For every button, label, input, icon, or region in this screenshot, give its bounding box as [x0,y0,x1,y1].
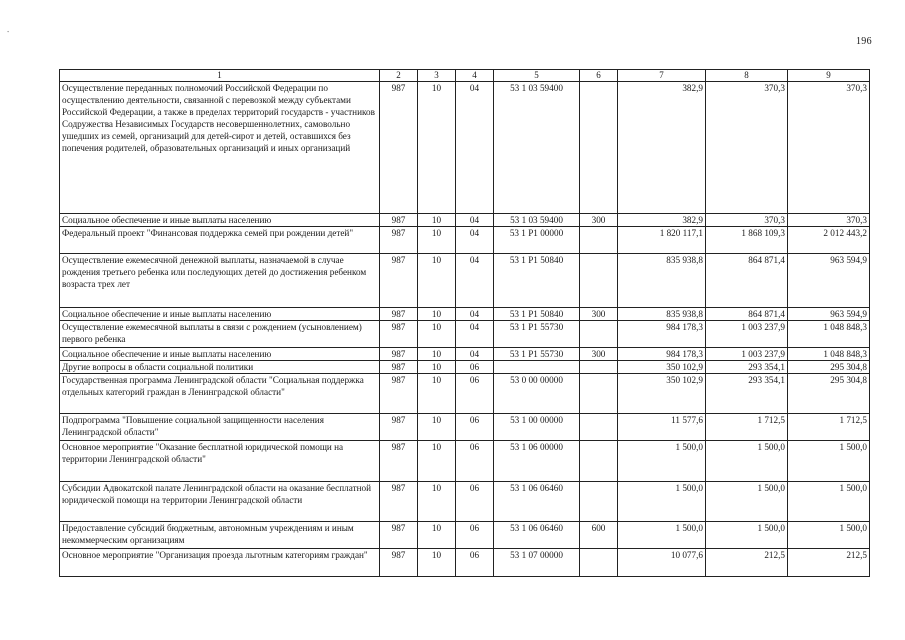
row-col-2: 987 [380,254,418,308]
row-col-2: 987 [380,414,418,441]
row-col-2: 987 [380,82,418,214]
row-col-3: 10 [418,522,456,549]
row-col-7: 10 077,6 [618,549,706,577]
row-col-6 [580,361,618,374]
row-col-8: 864 871,4 [706,254,788,308]
row-col-5: 53 1 P1 55730 [494,348,580,361]
row-col-2: 987 [380,361,418,374]
row-col-5: 53 1 03 59400 [494,82,580,214]
row-col-5: 53 1 03 59400 [494,214,580,227]
row-name: Основное мероприятие "Оказание бесплатной юридической помощи на территории Ленинградской области" [60,441,380,482]
row-col-4: 04 [456,82,494,214]
row-name: Государственная программа Ленинградской области "Социальная поддержка отдельных категорий граждан в Ленинградской области" [60,374,380,414]
row-col-6 [580,321,618,348]
row-col-3: 10 [418,254,456,308]
row-col-8: 864 871,4 [706,308,788,321]
row-col-5: 53 1 06 00000 [494,441,580,482]
row-col-6: 300 [580,348,618,361]
table-header-row [60,70,870,82]
row-col-8: 1 500,0 [706,522,788,549]
row-col-6 [580,254,618,308]
row-col-3: 10 [418,361,456,374]
row-col-7: 1 500,0 [618,482,706,522]
row-col-5: 53 1 06 06460 [494,522,580,549]
row-col-2: 987 [380,321,418,348]
budget-table [59,69,870,577]
row-col-3: 10 [418,227,456,254]
row-col-6: 300 [580,214,618,227]
row-col-9: 1 500,0 [788,522,870,549]
row-col-5: 53 1 P1 55730 [494,321,580,348]
header-col-6: 6 [580,70,618,82]
row-col-3: 10 [418,348,456,361]
row-name: Осуществление ежемесячной денежной выплаты, назначаемой в случае рождения третьего ребенка или последующих детей до достижения ребенком возраста трех лет [60,254,380,308]
row-col-6 [580,227,618,254]
row-col-8: 293 354,1 [706,361,788,374]
row-name: Федеральный проект "Финансовая поддержка семей при рождении детей" [60,227,380,254]
row-col-6: 300 [580,308,618,321]
table-row [60,348,870,361]
header-col-4: 4 [456,70,494,82]
row-col-8: 1 868 109,3 [706,227,788,254]
row-col-3: 10 [418,308,456,321]
row-col-7: 382,9 [618,214,706,227]
row-col-2: 987 [380,441,418,482]
row-name: Социальное обеспечение и иные выплаты населению [60,348,380,361]
row-col-4: 06 [456,549,494,577]
row-col-8: 370,3 [706,82,788,214]
header-col-2: 2 [380,70,418,82]
row-col-5: 53 1 P1 50840 [494,254,580,308]
row-col-4: 04 [456,348,494,361]
row-col-7: 835 938,8 [618,308,706,321]
row-col-3: 10 [418,214,456,227]
row-col-9: 963 594,9 [788,254,870,308]
table-row [60,227,870,254]
table-row [60,522,870,549]
row-col-3: 10 [418,549,456,577]
row-name: Подпрограмма "Повышение социальной защищенности населения Ленинградской области" [60,414,380,441]
table-row [60,374,870,414]
header-col-9: 9 [788,70,870,82]
row-col-9: 1 048 848,3 [788,348,870,361]
row-col-2: 987 [380,374,418,414]
row-col-3: 10 [418,482,456,522]
margin-mark: ⠐ [4,28,10,37]
table-row [60,321,870,348]
row-col-5: 53 1 P1 00000 [494,227,580,254]
row-col-5: 53 1 P1 50840 [494,308,580,321]
header-col-1: 1 [60,70,380,82]
row-col-9: 963 594,9 [788,308,870,321]
row-col-3: 10 [418,82,456,214]
row-col-8: 1 712,5 [706,414,788,441]
table-row [60,361,870,374]
row-col-7: 1 500,0 [618,522,706,549]
row-col-8: 212,5 [706,549,788,577]
row-name: Социальное обеспечение и иные выплаты населению [60,308,380,321]
row-col-6 [580,549,618,577]
row-col-9: 370,3 [788,82,870,214]
row-col-7: 1 820 117,1 [618,227,706,254]
row-col-5: 53 1 00 00000 [494,414,580,441]
row-col-7: 984 178,3 [618,321,706,348]
table-row [60,441,870,482]
row-col-2: 987 [380,227,418,254]
row-col-8: 293 354,1 [706,374,788,414]
page-number: 196 [856,36,872,47]
row-col-2: 987 [380,549,418,577]
row-name: Основное мероприятие "Организация проезда льготным категориям граждан" [60,549,380,577]
row-col-7: 835 938,8 [618,254,706,308]
row-col-9: 2 012 443,2 [788,227,870,254]
row-col-7: 984 178,3 [618,348,706,361]
row-col-6 [580,374,618,414]
header-col-8: 8 [706,70,788,82]
row-col-5: 53 1 07 00000 [494,549,580,577]
row-col-4: 04 [456,308,494,321]
row-col-7: 350 102,9 [618,374,706,414]
row-name: Социальное обеспечение и иные выплаты населению [60,214,380,227]
row-col-2: 987 [380,308,418,321]
row-col-8: 1 003 237,9 [706,321,788,348]
table-row [60,414,870,441]
row-col-9: 1 500,0 [788,482,870,522]
row-col-7: 382,9 [618,82,706,214]
row-col-8: 1 500,0 [706,482,788,522]
row-col-2: 987 [380,348,418,361]
row-col-9: 295 304,8 [788,374,870,414]
row-col-3: 10 [418,441,456,482]
row-col-2: 987 [380,522,418,549]
table-row [60,82,870,214]
table-row [60,214,870,227]
row-col-9: 1 048 848,3 [788,321,870,348]
row-col-2: 987 [380,482,418,522]
header-col-3: 3 [418,70,456,82]
row-col-4: 06 [456,482,494,522]
table-row [60,308,870,321]
row-col-8: 1 500,0 [706,441,788,482]
header-col-5: 5 [494,70,580,82]
row-col-3: 10 [418,414,456,441]
row-col-8: 370,3 [706,214,788,227]
row-col-4: 06 [456,414,494,441]
row-col-7: 11 577,6 [618,414,706,441]
row-name: Другие вопросы в области социальной политики [60,361,380,374]
header-col-7: 7 [618,70,706,82]
row-col-5: 53 0 00 00000 [494,374,580,414]
table-row [60,549,870,577]
row-name: Осуществление ежемесячной выплаты в связи с рождением (усыновлением) первого ребенка [60,321,380,348]
row-col-3: 10 [418,374,456,414]
row-col-6 [580,482,618,522]
table-row [60,482,870,522]
row-col-8: 1 003 237,9 [706,348,788,361]
row-col-6 [580,82,618,214]
row-col-4: 04 [456,227,494,254]
row-col-4: 04 [456,214,494,227]
row-col-6 [580,414,618,441]
row-col-7: 350 102,9 [618,361,706,374]
row-col-9: 212,5 [788,549,870,577]
row-name: Предоставление субсидий бюджетным, автономным учреждениям и иным некоммерческим организациям [60,522,380,549]
row-col-9: 295 304,8 [788,361,870,374]
row-col-9: 370,3 [788,214,870,227]
row-col-6: 600 [580,522,618,549]
row-col-4: 06 [456,441,494,482]
table-row [60,254,870,308]
row-col-4: 04 [456,321,494,348]
row-col-9: 1 712,5 [788,414,870,441]
row-name: Субсидии Адвокатской палате Ленинградской области на оказание бесплатной юридической помощи на территории Ленинградской области [60,482,380,522]
row-col-7: 1 500,0 [618,441,706,482]
row-col-5 [494,361,580,374]
row-col-4: 06 [456,374,494,414]
row-col-4: 06 [456,522,494,549]
row-col-6 [580,441,618,482]
row-col-9: 1 500,0 [788,441,870,482]
row-col-3: 10 [418,321,456,348]
row-col-4: 04 [456,254,494,308]
row-col-5: 53 1 06 06460 [494,482,580,522]
row-col-2: 987 [380,214,418,227]
row-name: Осуществление переданных полномочий Российской Федерации по осуществлению деятельности, связанной с перевозкой между субъектами Российской Федерации, а также в пределах территорий государств - участников Содружества Независимых Государств несовершеннолетних, самовольно ушедших из семей, организаций для детей-сирот и детей, оставшихся без попечения родителей, образовательных организаций и иных организаций [60,82,380,214]
row-col-4: 06 [456,361,494,374]
